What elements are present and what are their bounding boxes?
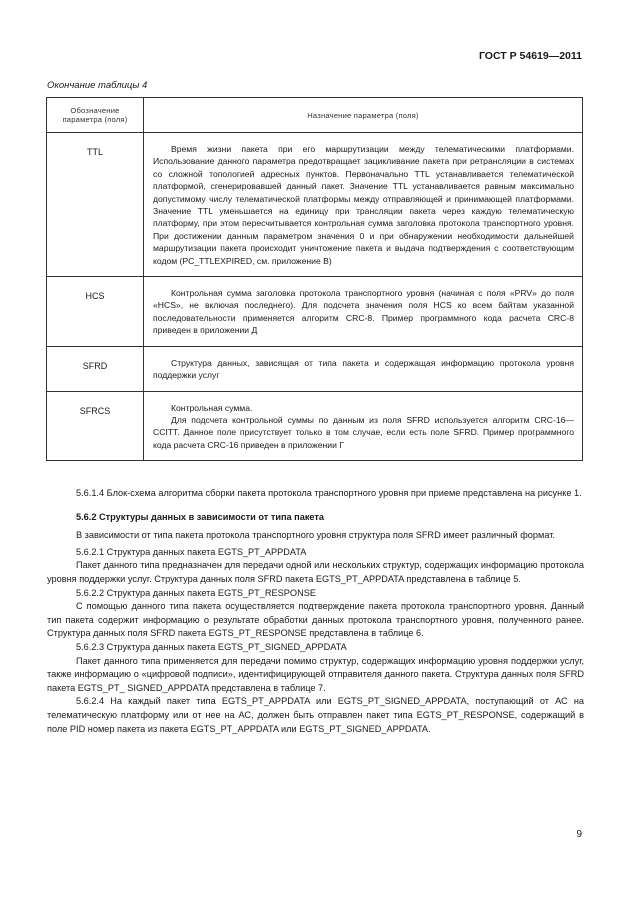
subsection-title: 5.6.2.1 Структура данных пакета EGTS_PT_APPDATA (76, 546, 307, 557)
param-description (144, 391, 583, 461)
page-number: 9 (576, 829, 582, 840)
subsection-title: 5.6.2.2 Структура данных пакета EGTS_PT_RESPONSE (76, 587, 316, 598)
param-paragraph: Контрольная сумма. (171, 402, 253, 413)
table-caption: Окончание таблицы 4 (47, 80, 148, 91)
body-paragraph: С помощью данного типа пакета осуществляется подтверждение пакета протокола транспортного уровня. Данный тип пакета содержит информацию о результате обработки данных протокола транспортного уровня, полученного ранее. Структура данных поля SFRD пакета EGTS_PT_RESPONSE представлена в таблице 6. (47, 601, 584, 639)
body-paragraph: 5.6.1.4 Блок-схема алгоритма сборки пакета протокола транспортного уровня при приеме представлена на рисунке 1. (76, 488, 582, 498)
param-name: HCS (47, 277, 144, 347)
param-name: SFRCS (47, 391, 144, 461)
table-row (47, 133, 583, 277)
param-paragraph: Структура данных, зависящая от типа пакета и содержащая информацию протокола уровня поддержки услуг (153, 357, 574, 381)
table-header-row (47, 98, 583, 133)
body-paragraph: 5.6.2.4 На каждый пакет типа EGTS_PT_APPDATA или EGTS_PT_SIGNED_APPDATA, поступающий от АС на телематическую платформу или от нее на АС, должен быть отправлен пакет типа EGTS_PT_RESPONSE, содержащий в поле PID номер пакета из пакета EGTS_PT_APPDATA или EGTS_PT_SIGNED_APPDATA. (47, 696, 584, 734)
parameters-table (46, 97, 583, 461)
body-paragraph: Пакет данного типа предназначен для передачи одной или нескольких структур, содержащих информацию протокола уровня поддержки услуг. Структура данных поля SFRD пакета EGTS_PT_APPDATA представлена в таблице 5. (47, 560, 584, 584)
param-description (144, 133, 583, 277)
body-paragraph: Пакет данного типа применяется для передачи помимо структур, содержащих информацию уровня поддержки услуг, также информацию о «цифровой подписи», идентифицирующей отправителя данного пакета. Структура данных поля SFRD пакета EGTS_PT_ SIGNED_APPDATA представлена в таблице 7. (47, 655, 584, 693)
param-paragraph: Время жизни пакета при его маршрутизации между телематическими платформами. Использование данного параметра предотвращает зацикливание пакета при ретрансляции в системах со сложной топологией адресных пунктов. Первоначально TTL устанавливается телематической платформой, сгенерировавшей данный пакет. Значение TTL устанавливается равным максимально допустимому числу телематической платформы между отправляющей и принимающей платформами. Значение TTL уменьшается на единицу при трансляции пакета через каждую телематическую платформу, при этом пересчитывается контрольная сумма заголовка протокола транспортного уровня. При достижении данным параметром значения 0 и при обнаружении необходимости дальнейшей маршрутизации пакета происходит уничтожение пакета и выдача подтверждения с соответствующим кодом (PC_TTLEXPIRED, см. приложение В) (153, 144, 574, 266)
header-designation: Обозначение параметра (поля) (47, 98, 144, 133)
table-row (47, 391, 583, 461)
param-paragraph: Для подсчета контрольной суммы по данным из поля SFRD используется алгоритм CRC-16—CCITT. Данное поле присутствует только в том случае, если есть поле SFRD. Пример программного кода расчета CRC-16 приведен в приложении Г (153, 414, 574, 450)
subsection-title: 5.6.2.3 Структура данных пакета EGTS_PT_SIGNED_APPDATA (76, 641, 347, 652)
param-description (144, 346, 583, 391)
document-standard-header: ГОСТ Р 54619—2011 (478, 50, 582, 62)
header-purpose: Назначение параметра (поля) (144, 98, 583, 133)
section-heading: 5.6.2 Структуры данных в зависимости от типа пакета (76, 511, 325, 522)
table-row (47, 277, 583, 347)
param-description (144, 277, 583, 347)
document-body (47, 487, 584, 736)
body-paragraph: В зависимости от типа пакета протокола транспортного уровня структура поля SFRD имеет различный формат. (76, 530, 555, 541)
table-row (47, 346, 583, 391)
param-name: SFRD (47, 346, 144, 391)
param-name: TTL (47, 133, 144, 277)
param-paragraph: Контрольная сумма заголовка протокола транспортного уровня (начиная с поля «PRV» до поля «HCS», не включая последнего). Для подсчета значения поля HCS ко всем байтам указанной последовательности применяется алгоритм CRC-8. Пример программного кода расчета CRC-8 приведен в приложении Д (153, 288, 574, 336)
